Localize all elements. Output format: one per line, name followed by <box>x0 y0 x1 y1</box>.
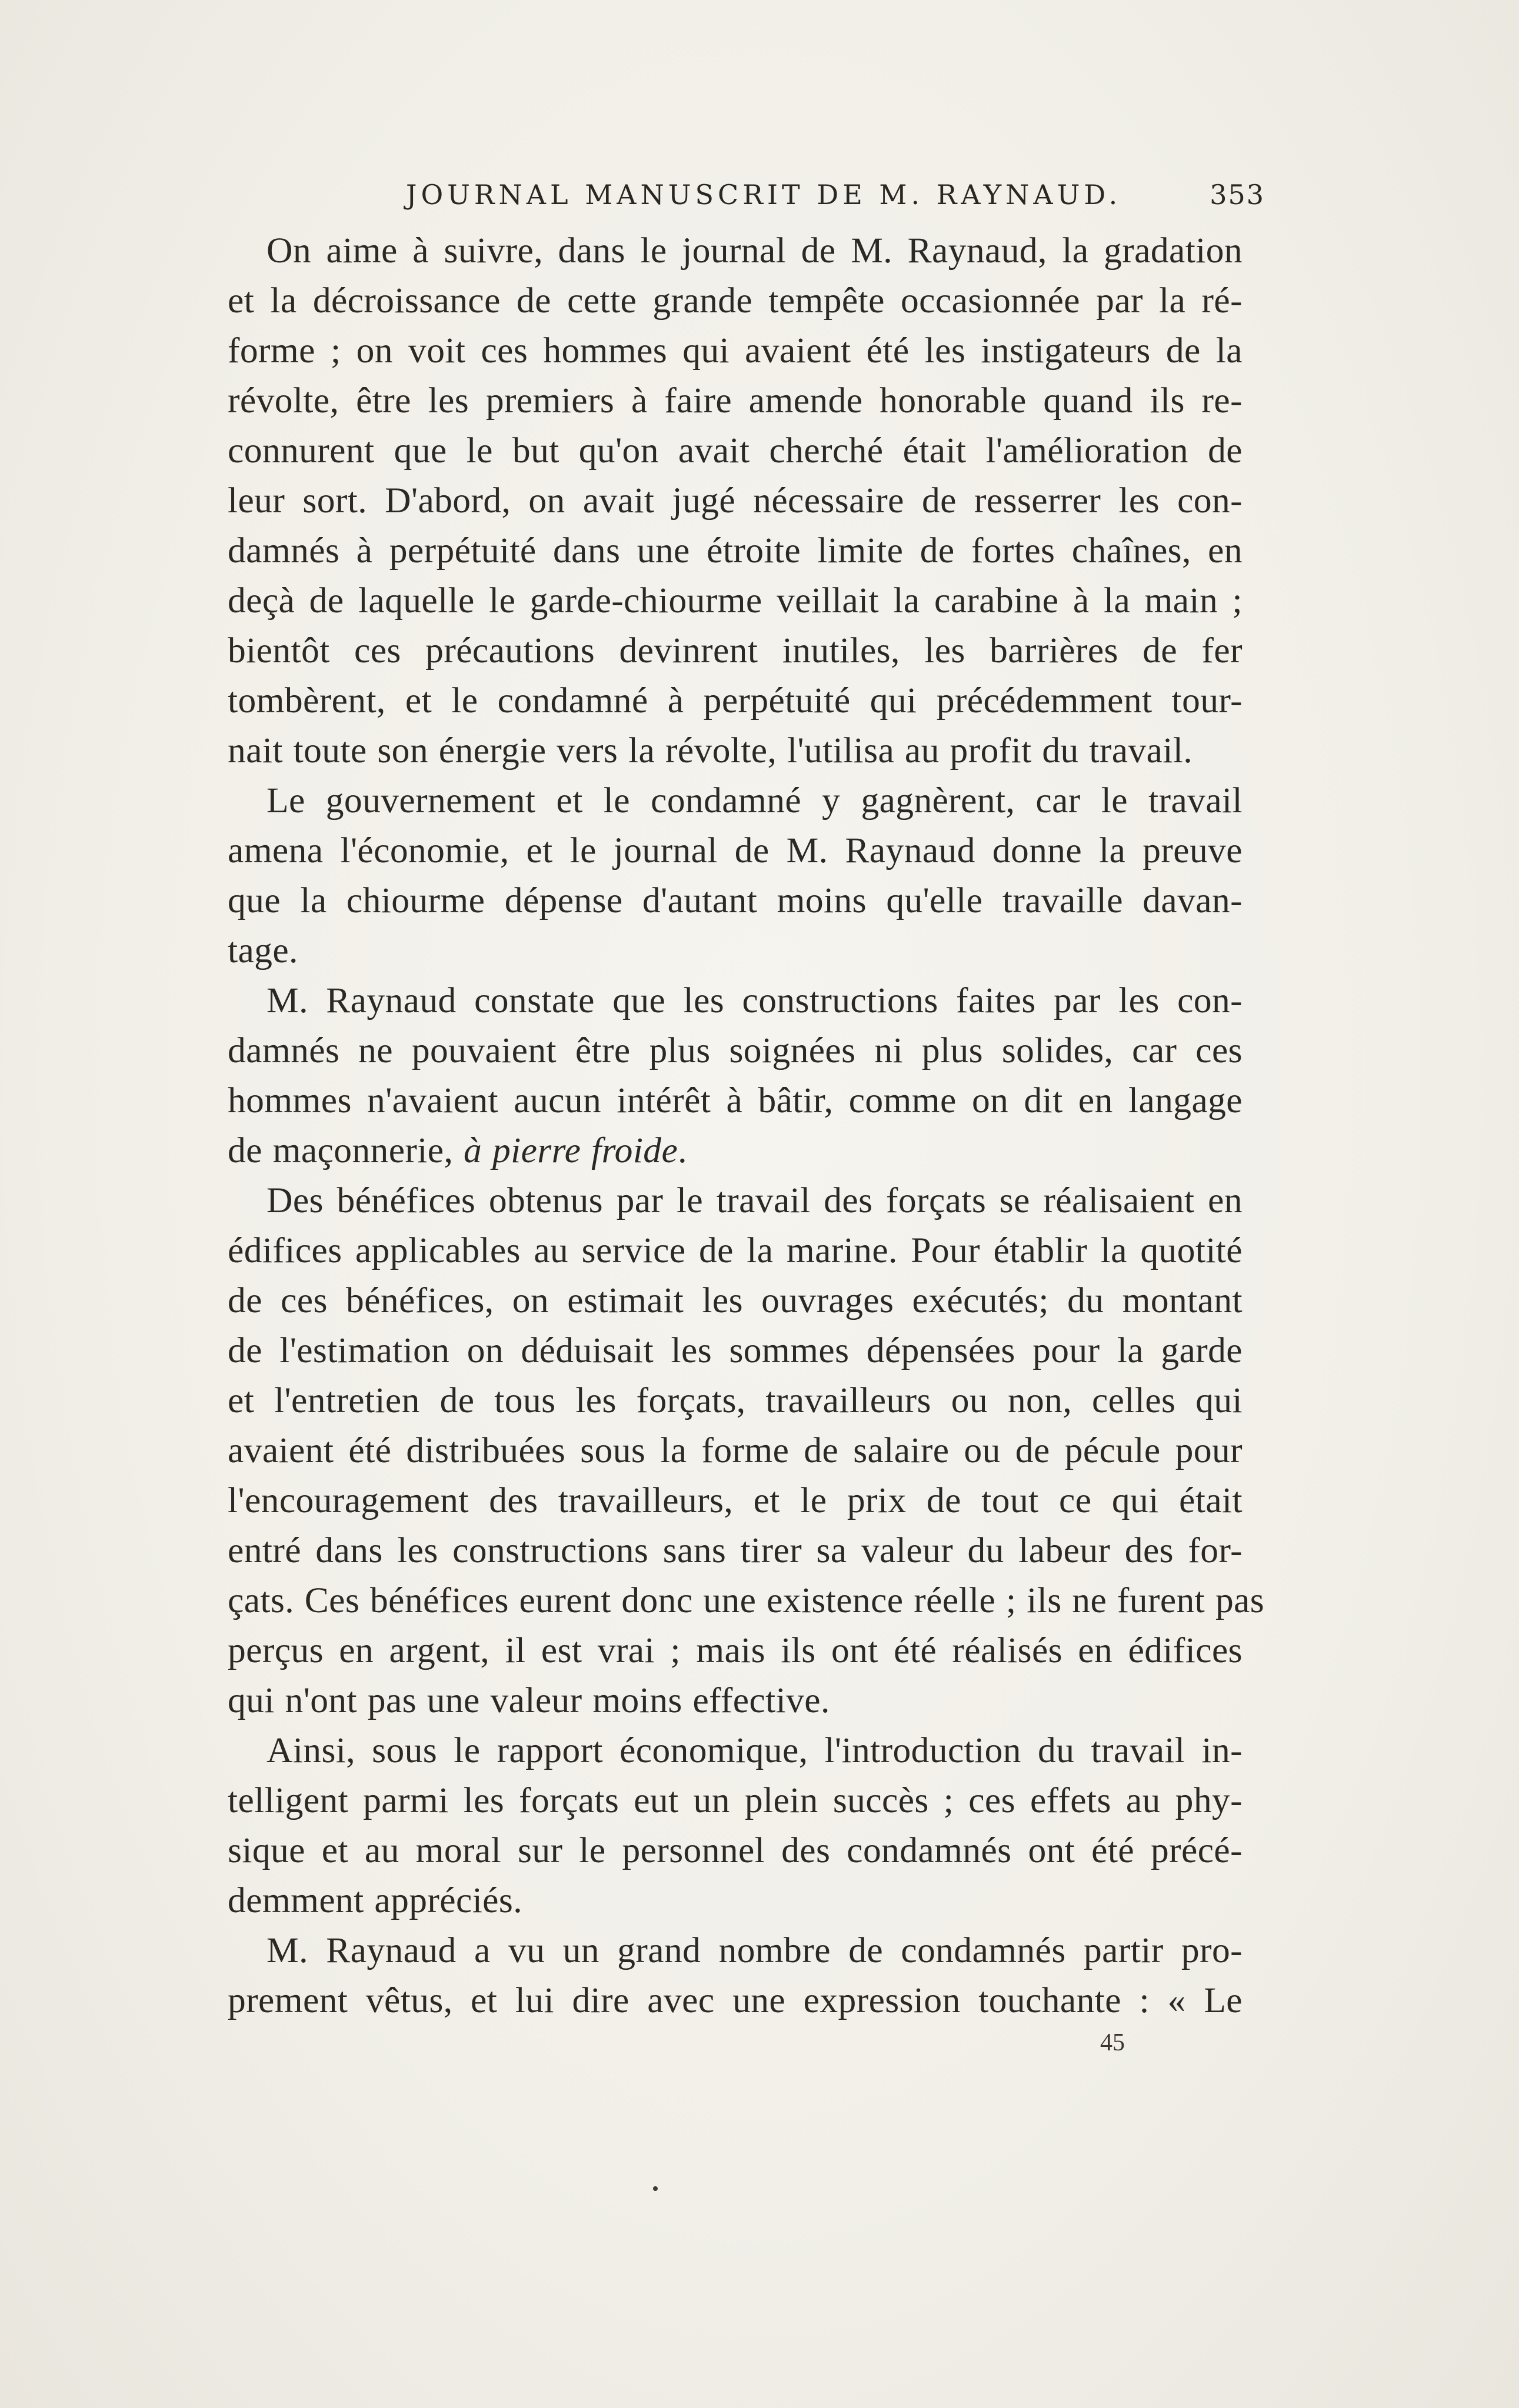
text-line: M. Raynaud a vu un grand nombre de condamnés partir pro- <box>267 1930 1242 1970</box>
text-line: connurent que le but qu'on avait cherché était l'amélioration de <box>228 431 1242 471</box>
text-line: Des bénéfices obtenus par le travail des forçats se réalisaient en <box>267 1180 1242 1220</box>
text-line: de ces bénéfices, on estimait les ouvrages exécutés; du montant <box>228 1280 1242 1320</box>
text-line: telligent parmi les forçats eut un plein succès ; ces effets au phy- <box>228 1780 1242 1820</box>
text-line: et la décroissance de cette grande tempête occasionnée par la ré- <box>228 281 1242 321</box>
page-number: 353 <box>1210 179 1265 211</box>
text-line: entré dans les constructions sans tirer sa valeur du labeur des for- <box>228 1530 1242 1570</box>
text-line: forme ; on voit ces hommes qui avaient été les instigateurs de la <box>228 331 1242 371</box>
running-title: JOURNAL MANUSCRIT DE M. RAYNAUD. <box>406 179 1122 211</box>
text-line: perçus en argent, il est vrai ; mais ils ont été réalisés en édifices <box>228 1630 1242 1670</box>
text-line: çats. Ces bénéfices eurent donc une existence réelle ; ils ne furent pas <box>228 1580 1265 1620</box>
text-line: nait toute son énergie vers la révolte, l'utilisa au profit du travail. <box>228 731 1193 771</box>
text-line: tage. <box>228 930 298 970</box>
text-line: hommes n'avaient aucun intérêt à bâtir, comme on dit en langage <box>228 1080 1242 1120</box>
text-line: et l'entretien de tous les forçats, travailleurs ou non, celles qui <box>228 1380 1242 1420</box>
running-head <box>406 176 1265 224</box>
body-text <box>228 226 1265 2026</box>
text-line: M. Raynaud constate que les constructions faites par les con- <box>267 980 1242 1020</box>
text-line: On aime à suivre, dans le journal de M. Raynaud, la gradation <box>267 231 1242 271</box>
text-line: sique et au moral sur le personnel des condamnés ont été précé- <box>228 1830 1242 1870</box>
text-line: demment appréciés. <box>228 1880 522 1920</box>
text-line: leur sort. D'abord, on avait jugé nécessaire de resserrer les con- <box>228 481 1242 521</box>
text-line: Ainsi, sous le rapport économique, l'introduction du travail in- <box>267 1730 1242 1770</box>
text-line: Le gouvernement et le condamné y gagnèrent, car le travail <box>267 781 1242 821</box>
text-line: révolte, être les premiers à faire amende honorable quand ils re- <box>228 381 1242 421</box>
text-line: amena l'économie, et le journal de M. Raynaud donne la preuve <box>228 831 1242 871</box>
signature-mark: 45 <box>1100 2029 1125 2056</box>
text-line: que la chiourme dépense d'autant moins qu'elle travaille davan- <box>228 881 1242 920</box>
text-line: bientôt ces précautions devinrent inutiles, les barrières de fer <box>228 631 1242 671</box>
text-line: prement vêtus, et lui dire avec une expression touchante : « Le <box>228 1980 1242 2020</box>
text-line: qui n'ont pas une valeur moins effective. <box>228 1680 830 1720</box>
text-line: tombèrent, et le condamné à perpétuité qui précédemment tour- <box>228 681 1242 721</box>
text-line: de l'estimation on déduisait les sommes dépensées pour la garde <box>228 1330 1242 1370</box>
text-line: damnés à perpétuité dans une étroite limite de fortes chaînes, en <box>228 531 1242 571</box>
text-line: damnés ne pouvaient être plus soignées ni plus solides, car ces <box>228 1030 1242 1070</box>
text-line: deçà de laquelle le garde-chiourme veillait la carabine à la main ; <box>228 581 1242 621</box>
text-line: édifices applicables au service de la marine. Pour établir la quotité <box>228 1230 1242 1270</box>
text-line: l'encouragement des travailleurs, et le prix de tout ce qui était <box>228 1480 1242 1520</box>
paper-speck <box>653 2186 658 2191</box>
text-line: de maçonnerie, à pierre froide. <box>228 1130 687 1170</box>
text-line: avaient été distribuées sous la forme de salaire ou de pécule pour <box>228 1430 1242 1470</box>
